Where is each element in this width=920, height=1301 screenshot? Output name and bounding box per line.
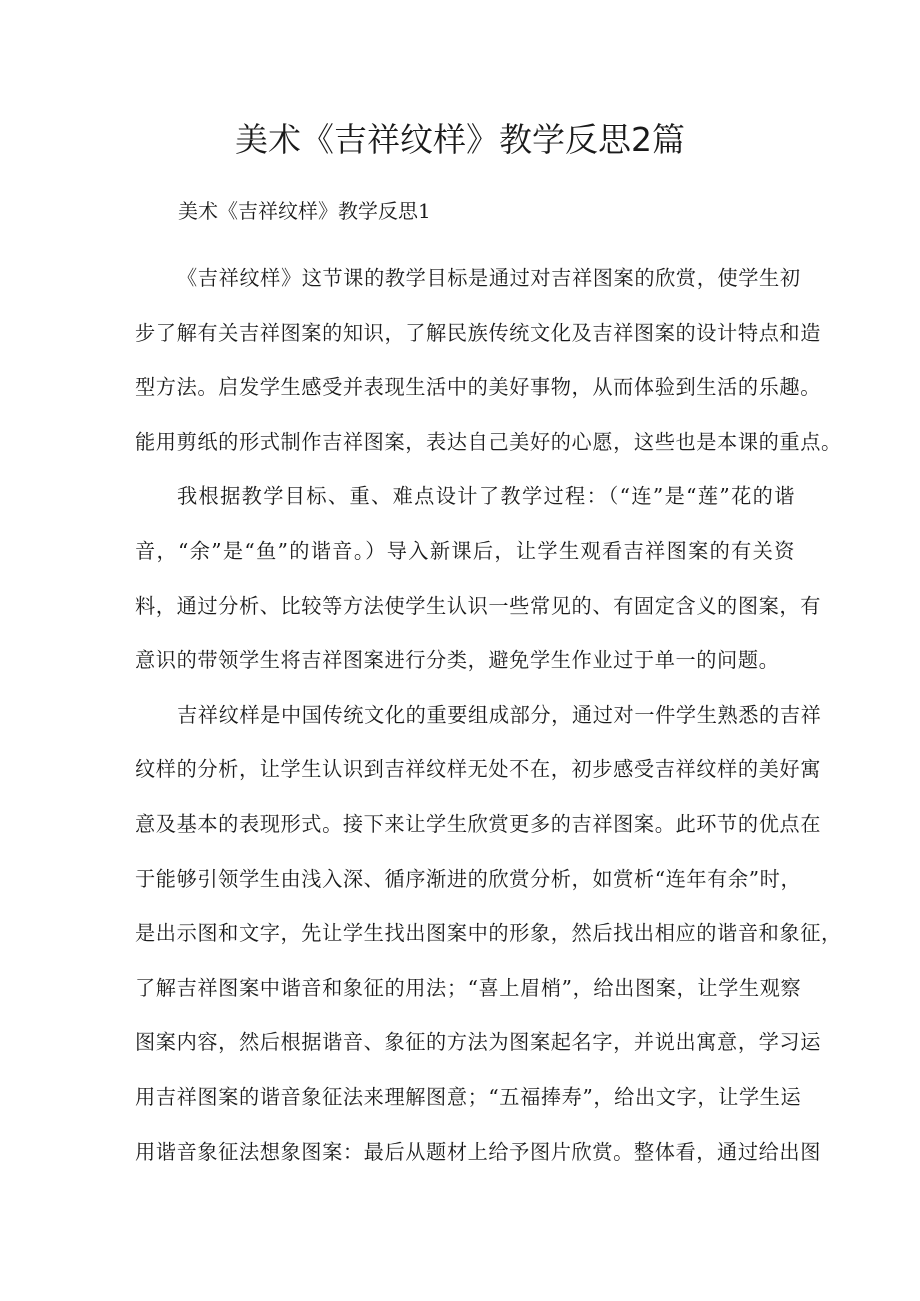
text-line: 意及基本的表现形式。接下来让学生欣赏更多的吉祥图案。此环节的优点在: [135, 811, 821, 836]
text-line: 用吉祥图案的谐音象征法来理解图意；“五福捧寿”，给出文字，让学生运: [135, 1084, 802, 1109]
text-line: 于能够引领学生由浅入深、循序渐进的欣赏分析，如赏析“连年有余”时，: [135, 866, 802, 891]
text-line: 图案内容，然后根据谐音、象征的方法为图案起名字，并说出寓意，学习运: [135, 1030, 821, 1055]
document-body: [135, 251, 842, 1179]
text-line: 纹样的分析，让学生认识到吉祥纹样无处不在，初步感受吉祥纹样的美好寓: [135, 757, 821, 782]
text-line: 能用剪纸的形式制作吉祥图案，表达自己美好的心愿，这些也是本课的重点。: [135, 429, 842, 454]
text-line: 步了解有关吉祥图案的知识，了解民族传统文化及吉祥图案的设计特点和造: [135, 320, 821, 345]
text-line: 型方法。启发学生感受并表现生活中的美好事物，从而体验到生活的乐趣。: [135, 375, 821, 400]
text-line: 料，通过分析、比较等方法使学生认识一些常见的、有固定含义的图案，有: [135, 593, 821, 618]
text-line: 《吉祥纹样》这节课的教学目标是通过对吉祥图案的欣赏，使学生初: [177, 266, 801, 290]
paragraph-1: [135, 251, 842, 469]
text-line: 音，“余”是“鱼”的谐音。）导入新课后，让学生观看吉祥图案的有关资: [135, 538, 795, 563]
text-line: 是出示图和文字，先让学生找出图案中的形象，然后找出相应的谐音和象征，: [135, 921, 842, 946]
text-line: 了解吉祥图案中谐音和象征的用法；“喜上眉梢”，给出图案，让学生观察: [135, 975, 802, 1000]
document-title: 美术《吉祥纹样》教学反思2篇: [235, 120, 685, 159]
section-heading: 美术《吉祥纹样》教学反思1: [178, 199, 431, 223]
text-line: 吉祥纹样是中国传统文化的重要组成部分，通过对一件学生熟悉的吉祥: [177, 702, 822, 727]
text-line: 用谐音象征法想象图案：最后从题材上给予图片欣赏。整体看，通过给出图: [135, 1139, 821, 1164]
text-line: 意识的带领学生将吉祥图案进行分类，避免学生作业过于单一的问题。: [135, 648, 780, 673]
paragraph-2: [135, 469, 821, 687]
paragraph-3: [135, 688, 842, 1179]
text-line: 我根据教学目标、重、难点设计了教学过程：（“连”是“莲”花的谐: [177, 484, 795, 509]
